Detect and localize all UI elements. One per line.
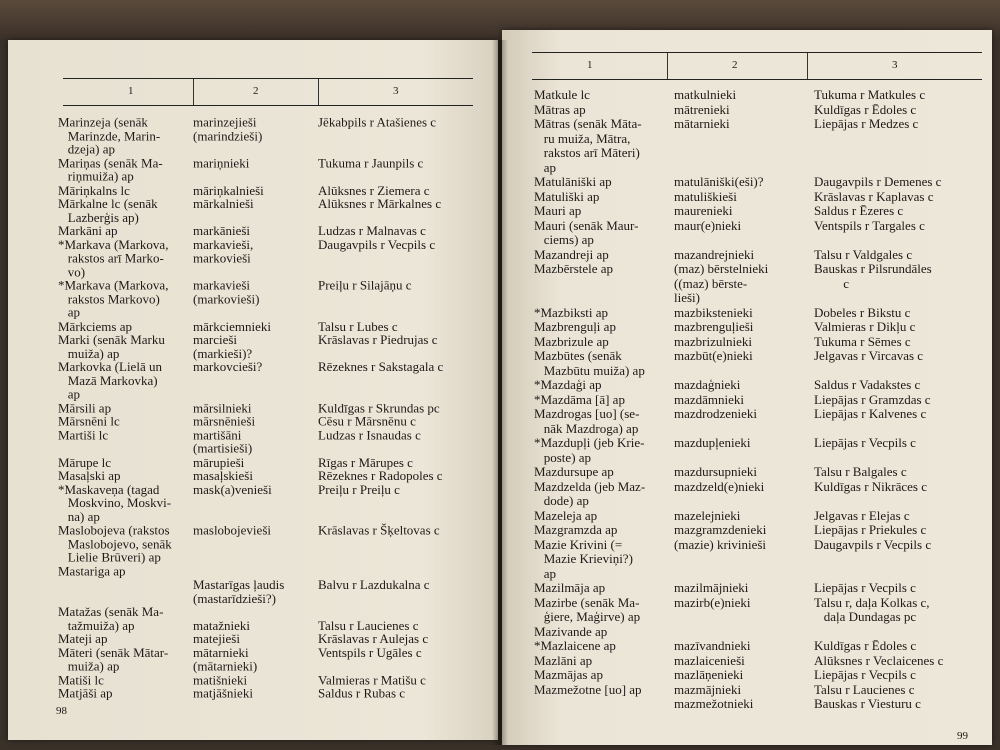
inhabitant-name: mazilmājnieki [674, 580, 749, 595]
location: Talsu r Laucienes c [318, 618, 419, 633]
table-row [58, 565, 488, 606]
table-row [534, 349, 984, 378]
table-row [58, 415, 488, 429]
inhabitant-name: mātarnieki [674, 116, 730, 131]
place-name: Mārsili ap [58, 400, 112, 415]
table-row [534, 378, 984, 393]
location: Daugavpils r Vecpils c [318, 237, 436, 252]
header-divider [807, 53, 808, 79]
inhabitant-name: maurenieki [674, 203, 733, 218]
table-row [58, 184, 488, 198]
location: Krāslavas r Aulejas c [318, 631, 429, 646]
table-row [534, 117, 984, 175]
table-row [58, 238, 488, 279]
location: Talsu r Lubes c [318, 319, 398, 334]
place-name: Mazdursupe ap [534, 464, 614, 479]
location: Ventspils r Targales c [814, 217, 925, 233]
table-row [58, 116, 488, 157]
inhabitant-name: markānieši [193, 223, 251, 238]
table-row [534, 407, 984, 436]
place-name: *Mazdupļi (jeb Krie- poste) ap [534, 435, 645, 465]
location: Rīgas r Mārupes c [318, 455, 413, 470]
inhabitant-name: martišāni (martisieši) [193, 427, 253, 456]
table-row [534, 88, 984, 103]
place-name: Mārupe lc [58, 455, 112, 470]
location: Preiļu r Silajāņu c [318, 278, 412, 293]
place-name: Mazdzelda (jeb Maz- dode) ap [534, 478, 646, 508]
table-row [534, 190, 984, 205]
right-entry-table [534, 88, 984, 712]
inhabitant-name: masaļskieši [193, 468, 253, 483]
location: Ludzas r Isnaudas c [318, 427, 421, 442]
table-row [534, 320, 984, 335]
location: Bauskas r Pilsrundāles c [814, 261, 932, 291]
location: Alūksnes r Ziemera c [318, 183, 430, 198]
place-name: Markāni ap [58, 223, 118, 238]
table-row [534, 639, 984, 654]
place-name: *Mazdaģi ap [534, 377, 602, 392]
left-entry-table [58, 116, 488, 701]
table-row [58, 456, 488, 470]
place-name: Mazdrogas [uo] (se- nāk Mazdroga) ap [534, 406, 640, 436]
table-row [534, 625, 984, 640]
table-row [534, 393, 984, 408]
place-name: Maslobojeva (rakstos Maslobojevo, senāk Lielie Brūveri) ap [58, 523, 172, 565]
location: Daugavpils r Vecpils c [814, 536, 932, 552]
place-name: Mazilmāja ap [534, 580, 606, 595]
table-row [534, 175, 984, 190]
inhabitant-name: mazgramzdenieki [674, 522, 767, 537]
inhabitant-name: matišnieki [193, 672, 248, 687]
location: Saldus r Vadakstes c [814, 377, 921, 392]
inhabitant-name: mazdursupnieki [674, 464, 758, 479]
place-name: Māteri (senāk Mātar- muiža) ap [58, 645, 169, 674]
location: Kuldīgas r Ēdoles c [814, 638, 917, 653]
place-name: Mazmežotne [uo] ap [534, 681, 642, 697]
table-row [534, 523, 984, 538]
place-name: Māriņkalns lc [58, 183, 130, 198]
place-name: Marinzeja (senāk Marinzde, Marin- dzeja) ap [58, 115, 161, 157]
place-name: Mazirbe (senāk Ma- ģiere, Maģirve) ap [534, 594, 641, 624]
location: Kuldīgas r Ēdoles c [814, 101, 917, 117]
location: Liepājas r Vecpils c [814, 435, 916, 450]
inhabitant-name: mazdzeld(e)nieki [674, 478, 765, 494]
location: Rēzeknes r Sakstagala c [318, 359, 444, 374]
inhabitant-name: matuliškieši [674, 188, 737, 204]
place-name: Mazbērstele ap [534, 261, 614, 276]
place-name: *Markava (Markova, rakstos Markovo) ap [58, 278, 169, 320]
location: Talsu r Balgales c [814, 464, 907, 479]
inhabitant-name: (maz) bērstelnieki ((maz) bērste- lieši) [674, 261, 769, 305]
location: Daugavpils r Demenes c [814, 174, 942, 189]
table-row [534, 436, 984, 465]
location: Krāslavas r Kaplavas c [814, 188, 934, 204]
inhabitant-name: mazmežotnieki [674, 696, 754, 711]
location: Liepājas r Priekules c [814, 522, 927, 537]
location: Liepājas r Vecpils c [814, 667, 916, 682]
header-col2: 2 [732, 59, 738, 71]
inhabitant-name: mārsilnieki [193, 400, 252, 415]
place-name: Matuliški ap [534, 188, 600, 204]
inhabitant-name: mazandrejnieki [674, 246, 755, 262]
inhabitant-name: mātarnieki (mātarnieki) [193, 645, 258, 674]
inhabitant-name: mazlaicenieši [674, 652, 745, 668]
header-divider [193, 79, 194, 105]
place-name: Mazmājas ap [534, 667, 603, 682]
location: Talsu r Valdgales c [814, 246, 913, 262]
location: Ventspils r Ugāles c [318, 645, 422, 660]
place-name: Mazgramzda ap [534, 522, 618, 537]
place-name: Mauri ap [534, 203, 582, 218]
place-name: Matkule lc [534, 87, 590, 102]
page-number: 98 [56, 705, 67, 717]
place-name: Mazbrenguļi ap [534, 319, 616, 334]
table-row [58, 606, 488, 633]
place-name: Mārsnēni lc [58, 414, 120, 429]
table-row [534, 480, 984, 509]
inhabitant-name: marinzejieši (marindzieši) [193, 115, 263, 143]
table-row [58, 198, 488, 225]
table-row [58, 470, 488, 484]
place-name: Matjāši ap [58, 686, 113, 701]
inhabitant-name: matejieši [193, 631, 240, 646]
table-row [58, 674, 488, 688]
inhabitant-name: mazirb(e)nieki [674, 594, 751, 610]
right-page [502, 30, 992, 745]
location: Ludzas r Malnavas c [318, 223, 426, 238]
inhabitant-name: matulāniški(eši)? [674, 174, 764, 189]
location: Tukuma r Jaunpils c [318, 155, 424, 170]
inhabitant-name: māriņkalnieši [193, 183, 264, 198]
table-row [534, 581, 984, 596]
place-name: *Maskaveņa (tagad Moskvino, Moskvi- na) ap [58, 482, 172, 524]
place-name: Matažas (senāk Ma- tažmuiža) ap [58, 604, 164, 633]
place-name: *Mazlaicene ap [534, 638, 616, 653]
inhabitant-name: matkulnieki [674, 87, 737, 102]
table-row [534, 204, 984, 219]
table-row [58, 646, 488, 673]
table-row [58, 320, 488, 334]
inhabitant-name: mazbūt(e)nieki [674, 348, 753, 363]
inhabitant-name: mārkalnieši [193, 196, 254, 211]
header-col1: 1 [587, 59, 593, 71]
location: Rēzeknes r Radopoles c [318, 468, 443, 483]
place-name: Martiši lc [58, 427, 109, 442]
table-row [534, 219, 984, 248]
inhabitant-name: mazīvandnieki [674, 638, 751, 653]
inhabitant-name: (mazie) krivinieši [674, 536, 767, 552]
table-row [534, 465, 984, 480]
place-name: Mariņas (senāk Ma- riņmuiža) ap [58, 155, 163, 184]
location: Preiļu r Preiļu c [318, 482, 400, 497]
location: Krāslavas r Piedrujas c [318, 332, 438, 347]
location: Saldus r Ēzeres c [814, 203, 904, 218]
inhabitant-name: mazbikstenieki [674, 304, 753, 320]
location: Valmieras r Matišu c [318, 672, 426, 687]
location: Kuldīgas r Skrundas pc [318, 400, 440, 415]
table-row [58, 157, 488, 184]
place-name: *Mazdāma [ā] ap [534, 391, 625, 407]
header-divider [318, 79, 319, 105]
inhabitant-name: Mastarīgas ļaudis (mastarīdzieši?) [193, 577, 285, 606]
location: Tukuma r Sēmes c [814, 333, 911, 349]
inhabitant-name: maslobojevieši [193, 523, 271, 538]
table-row [534, 683, 984, 698]
table-row [534, 538, 984, 582]
location: Liepājas r Kalvenes c [814, 406, 927, 421]
table-row [534, 306, 984, 321]
inhabitant-name: markavieši, markovieši [193, 237, 254, 266]
place-name: Mastariga ap [58, 563, 126, 578]
inhabitant-name: mazbrenguļieši [674, 319, 754, 334]
inhabitant-name: mazdāmnieki [674, 391, 745, 407]
place-name: Marki (senāk Marku muiža) ap [58, 332, 165, 361]
inhabitant-name: mazbrizulnieki [674, 333, 752, 349]
table-row [534, 668, 984, 683]
inhabitant-name: marcieši (markieši)? [193, 332, 253, 361]
place-name: Mātras ap [534, 101, 586, 117]
inhabitant-name: matjāšnieki [193, 686, 253, 701]
inhabitant-name: mazdaģnieki [674, 377, 741, 392]
place-name: Mazbrizule ap [534, 333, 609, 349]
inhabitant-name: matažnieki [193, 618, 251, 633]
place-name: *Mazbiksti ap [534, 304, 609, 320]
location: Liepājas r Gramzdas c [814, 391, 931, 407]
location: Jelgavas r Elejas c [814, 507, 910, 523]
location: Kuldīgas r Nikrāces c [814, 478, 927, 494]
location: Cēsu r Mārsnēnu c [318, 414, 416, 429]
place-name: Mazeleja ap [534, 507, 598, 523]
header-divider [667, 53, 668, 79]
place-name: Mārkalne lc (senāk Lazberģis ap) [58, 196, 158, 225]
inhabitant-name: maur(e)nieki [674, 217, 742, 233]
left-page [8, 40, 498, 740]
location: Balvu r Lazdukalna c [318, 577, 430, 592]
location: Jelgavas r Vircavas c [814, 348, 924, 363]
table-row [58, 225, 488, 239]
header-col1: 1 [128, 85, 134, 97]
location: Dobeles r Bikstu c [814, 304, 911, 320]
inhabitant-name: mariņnieki [193, 155, 250, 170]
table-row [58, 361, 488, 402]
place-name: Mateji ap [58, 631, 108, 646]
table-row [534, 248, 984, 263]
table-row [534, 509, 984, 524]
place-name: Mazie Krivini (= Mazie Krieviņi?) ap [534, 536, 633, 581]
location: Valmieras r Dikļu c [814, 319, 916, 334]
place-name: Mārkciems ap [58, 319, 133, 334]
table-row [58, 402, 488, 416]
inhabitant-name: mazelejnieki [674, 507, 741, 523]
table-row [534, 335, 984, 350]
inhabitant-name: mārsnēnieši [193, 414, 256, 429]
place-name: *Markava (Markova, rakstos arī Marko- vo) [58, 237, 169, 279]
location: Talsu r, daļa Kolkas c, daļa Dundagas pc [814, 594, 930, 624]
table-row [58, 633, 488, 647]
location: Alūksnes r Veclaicenes c [814, 652, 944, 668]
inhabitant-name: mask(a)venieši [193, 482, 272, 497]
table-row [534, 654, 984, 669]
inhabitant-name: mārkciemnieki [193, 319, 271, 334]
place-name: Mazandreji ap [534, 246, 609, 262]
location: Alūksnes r Mārkalnes c [318, 196, 442, 211]
place-name: Matulāniški ap [534, 174, 612, 189]
table-row [58, 483, 488, 524]
place-name: Mazbūtes (senāk Mazbūtu muiža) ap [534, 348, 645, 378]
place-name: Mazlāni ap [534, 652, 593, 668]
location: Bauskas r Viesturu c [814, 696, 921, 711]
header-col2: 2 [253, 85, 259, 97]
location: Saldus r Rubas c [318, 686, 406, 701]
location: Liepājas r Medzes c [814, 116, 919, 131]
place-name: Mātras (senāk Māta- ru muiža, Mātra, rakstos arī Māteri) ap [534, 116, 642, 175]
location: Liepājas r Vecpils c [814, 580, 916, 595]
location: Jēkabpils r Atašienes c [318, 115, 437, 130]
location: Tukuma r Matkules c [814, 87, 926, 102]
inhabitant-name: markovcieši? [193, 359, 263, 374]
table-row [58, 334, 488, 361]
table-row [534, 103, 984, 118]
table-row [58, 524, 488, 565]
inhabitant-name: mazdupļenieki [674, 435, 751, 450]
table-row [534, 697, 984, 712]
inhabitant-name: markavieši (markovieši) [193, 278, 260, 306]
place-name: Matiši lc [58, 672, 104, 687]
inhabitant-name: mazdrodzenieki [674, 406, 758, 421]
place-name: Mazivande ap [534, 623, 608, 639]
place-name: Mauri (senāk Maur- ciems) ap [534, 217, 639, 247]
left-column-header [63, 78, 473, 106]
place-name: Markovka (Lielā un Mazā Markovka) ap [58, 359, 162, 402]
inhabitant-name: mātrenieki [674, 101, 730, 117]
place-name: Masaļski ap [58, 468, 121, 483]
table-row [58, 429, 488, 456]
inhabitant-name: mazlāņenieki [674, 667, 744, 682]
location: Krāslavas r Šķeltovas c [318, 523, 440, 538]
inhabitant-name: mārupieši [193, 455, 245, 470]
book-gutter [492, 40, 508, 745]
inhabitant-name: mazmājnieki [674, 681, 742, 697]
right-column-header [532, 52, 982, 80]
page-number: 99 [957, 730, 968, 742]
header-col3: 3 [892, 59, 898, 71]
table-row [534, 262, 984, 306]
table-row [534, 596, 984, 625]
table-row [58, 687, 488, 701]
header-col3: 3 [393, 85, 399, 97]
location: Talsu r Laucienes c [814, 681, 915, 697]
table-row [58, 279, 488, 320]
